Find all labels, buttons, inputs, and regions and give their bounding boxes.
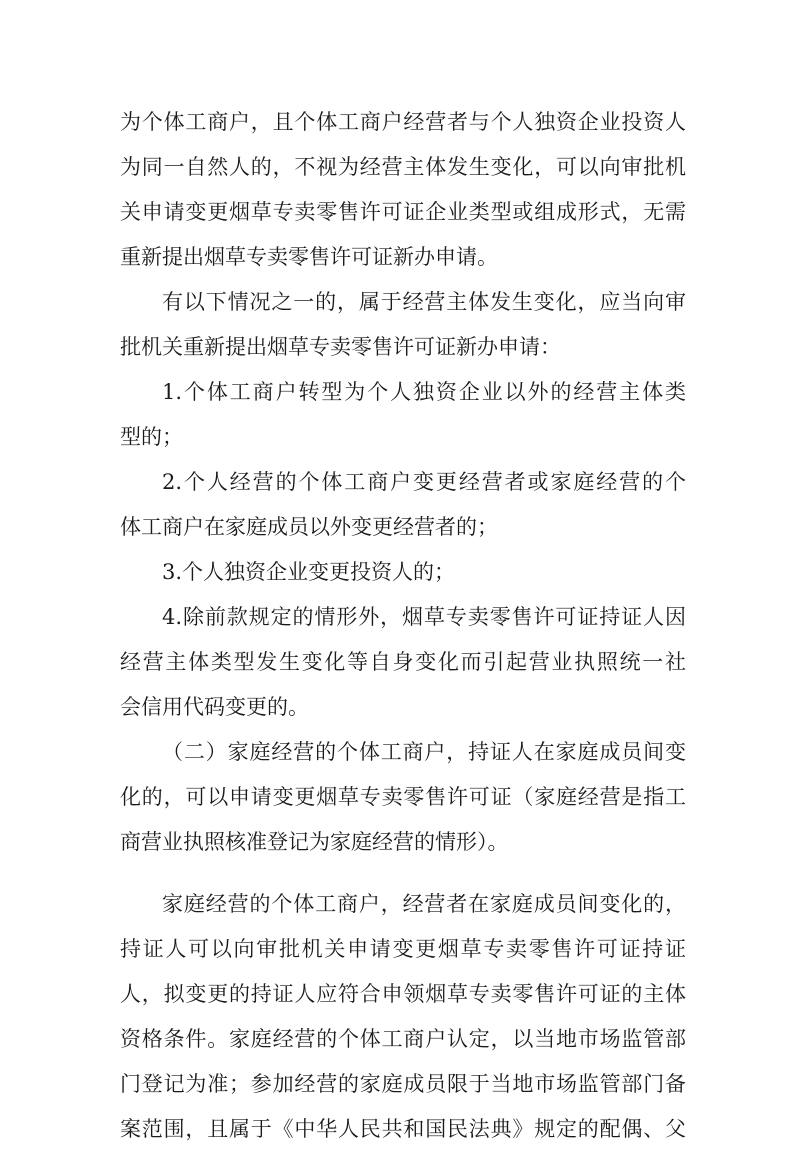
text-line: 重新提出烟草专卖零售许可证新办申请。 xyxy=(120,245,498,269)
paragraph-first-line: 家庭经营的个体工商户，经营者在家庭成员间变化的， xyxy=(162,892,686,916)
text-line: 会信用代码变更的。 xyxy=(120,695,309,719)
text-line: 人，拟变更的持证人应符合申领烟草专卖零售许可证的主体 xyxy=(120,982,686,1006)
text-line: 为个体工商户，且个体工商户经营者与个人独资企业投资人 xyxy=(120,110,686,134)
text-line: 批机关重新提出烟草专卖零售许可证新办申请： xyxy=(120,335,561,359)
text-line: 关申请变更烟草专卖零售许可证企业类型或组成形式，无需 xyxy=(120,200,686,224)
text-line: 持证人可以向审批机关申请变更烟草专卖零售许可证持证 xyxy=(120,937,686,961)
text-line: 化的，可以申请变更烟草专卖零售许可证（家庭经营是指工 xyxy=(120,785,686,809)
text-line: 门登记为准；参加经营的家庭成员限于当地市场监管部门备 xyxy=(120,1072,686,1096)
text-line: 体工商户在家庭成员以外变更经营者的； xyxy=(120,515,498,539)
body-text xyxy=(120,100,686,1152)
list-item-1: 1.个体工商户转型为个人独资企业以外的经营主体类 xyxy=(162,380,686,404)
text-line: 型的； xyxy=(120,425,183,449)
text-line: 案范围，且属于《中华人民共和国民法典》规定的配偶、父 xyxy=(120,1117,686,1141)
text-line: 为同一自然人的，不视为经营主体发生变化，可以向审批机 xyxy=(120,155,686,179)
text-line: 商营业执照核准登记为家庭经营的情形）。 xyxy=(120,830,509,854)
list-item-2: 2.个人经营的个体工商户变更经营者或家庭经营的个 xyxy=(162,470,686,494)
text-line: 经营主体类型发生变化等自身变化而引起营业执照统一社 xyxy=(120,650,686,674)
section-heading-2: （二）家庭经营的个体工商户，持证人在家庭成员间变 xyxy=(162,740,686,764)
text-line: 资格条件。家庭经营的个体工商户认定，以当地市场监管部 xyxy=(120,1027,686,1051)
list-item-4: 4.除前款规定的情形外，烟草专卖零售许可证持证人因 xyxy=(162,605,686,629)
list-item-3: 3.个人独资企业变更投资人的； xyxy=(162,560,456,584)
paragraph-first-line: 有以下情况之一的，属于经营主体发生变化，应当向审 xyxy=(162,290,686,314)
paragraph-gap xyxy=(120,865,686,882)
